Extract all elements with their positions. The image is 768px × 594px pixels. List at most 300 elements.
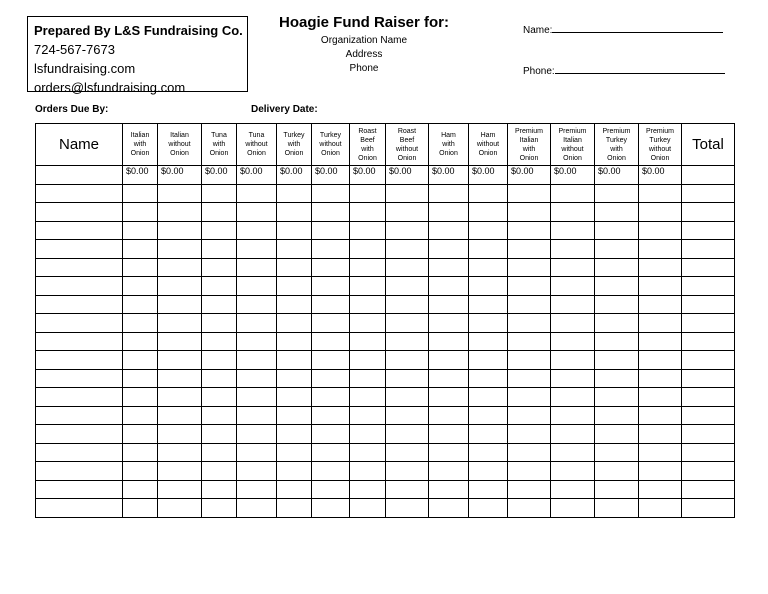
quantity-cell[interactable] xyxy=(123,443,158,462)
quantity-cell[interactable] xyxy=(386,184,429,203)
price-cell[interactable]: $0.00 xyxy=(508,166,551,185)
quantity-cell[interactable] xyxy=(277,369,312,388)
quantity-cell[interactable] xyxy=(312,443,350,462)
quantity-cell[interactable] xyxy=(123,277,158,296)
quantity-cell[interactable] xyxy=(158,462,202,481)
name-cell[interactable] xyxy=(36,406,123,425)
quantity-cell[interactable] xyxy=(158,258,202,277)
total-cell[interactable] xyxy=(682,221,735,240)
quantity-cell[interactable] xyxy=(551,369,595,388)
quantity-cell[interactable] xyxy=(158,277,202,296)
quantity-cell[interactable] xyxy=(595,406,639,425)
quantity-cell[interactable] xyxy=(639,480,682,499)
quantity-cell[interactable] xyxy=(277,462,312,481)
quantity-cell[interactable] xyxy=(595,314,639,333)
quantity-cell[interactable] xyxy=(237,221,277,240)
quantity-cell[interactable] xyxy=(386,499,429,518)
price-cell[interactable]: $0.00 xyxy=(202,166,237,185)
quantity-cell[interactable] xyxy=(123,184,158,203)
quantity-cell[interactable] xyxy=(386,332,429,351)
total-cell[interactable] xyxy=(682,203,735,222)
quantity-cell[interactable] xyxy=(237,369,277,388)
quantity-cell[interactable] xyxy=(469,480,508,499)
quantity-cell[interactable] xyxy=(158,314,202,333)
quantity-cell[interactable] xyxy=(469,277,508,296)
phone-field-line[interactable] xyxy=(555,64,725,74)
quantity-cell[interactable] xyxy=(551,332,595,351)
quantity-cell[interactable] xyxy=(237,258,277,277)
total-cell[interactable] xyxy=(682,462,735,481)
quantity-cell[interactable] xyxy=(429,369,469,388)
quantity-cell[interactable] xyxy=(386,425,429,444)
quantity-cell[interactable] xyxy=(312,184,350,203)
quantity-cell[interactable] xyxy=(202,295,237,314)
quantity-cell[interactable] xyxy=(277,184,312,203)
quantity-cell[interactable] xyxy=(350,351,386,370)
quantity-cell[interactable] xyxy=(639,388,682,407)
quantity-cell[interactable] xyxy=(639,221,682,240)
quantity-cell[interactable] xyxy=(123,295,158,314)
quantity-cell[interactable] xyxy=(158,203,202,222)
quantity-cell[interactable] xyxy=(350,295,386,314)
quantity-cell[interactable] xyxy=(158,184,202,203)
quantity-cell[interactable] xyxy=(429,184,469,203)
quantity-cell[interactable] xyxy=(386,295,429,314)
price-cell[interactable]: $0.00 xyxy=(350,166,386,185)
quantity-cell[interactable] xyxy=(639,277,682,296)
quantity-cell[interactable] xyxy=(277,314,312,333)
quantity-cell[interactable] xyxy=(429,462,469,481)
quantity-cell[interactable] xyxy=(429,406,469,425)
name-cell[interactable] xyxy=(36,332,123,351)
quantity-cell[interactable] xyxy=(469,369,508,388)
quantity-cell[interactable] xyxy=(508,258,551,277)
quantity-cell[interactable] xyxy=(508,203,551,222)
price-cell[interactable]: $0.00 xyxy=(158,166,202,185)
quantity-cell[interactable] xyxy=(429,203,469,222)
quantity-cell[interactable] xyxy=(277,499,312,518)
quantity-cell[interactable] xyxy=(508,240,551,259)
quantity-cell[interactable] xyxy=(508,443,551,462)
quantity-cell[interactable] xyxy=(312,425,350,444)
quantity-cell[interactable] xyxy=(202,277,237,296)
total-cell[interactable] xyxy=(682,499,735,518)
name-cell[interactable] xyxy=(36,369,123,388)
quantity-cell[interactable] xyxy=(386,351,429,370)
quantity-cell[interactable] xyxy=(639,369,682,388)
quantity-cell[interactable] xyxy=(639,258,682,277)
quantity-cell[interactable] xyxy=(312,314,350,333)
name-cell[interactable] xyxy=(36,240,123,259)
quantity-cell[interactable] xyxy=(508,277,551,296)
quantity-cell[interactable] xyxy=(202,221,237,240)
quantity-cell[interactable] xyxy=(123,332,158,351)
quantity-cell[interactable] xyxy=(551,184,595,203)
name-cell[interactable] xyxy=(36,184,123,203)
quantity-cell[interactable] xyxy=(508,425,551,444)
price-cell[interactable]: $0.00 xyxy=(429,166,469,185)
quantity-cell[interactable] xyxy=(386,258,429,277)
quantity-cell[interactable] xyxy=(312,406,350,425)
total-cell[interactable] xyxy=(682,332,735,351)
quantity-cell[interactable] xyxy=(277,221,312,240)
quantity-cell[interactable] xyxy=(639,295,682,314)
quantity-cell[interactable] xyxy=(350,425,386,444)
quantity-cell[interactable] xyxy=(277,258,312,277)
quantity-cell[interactable] xyxy=(312,221,350,240)
quantity-cell[interactable] xyxy=(386,240,429,259)
quantity-cell[interactable] xyxy=(123,221,158,240)
quantity-cell[interactable] xyxy=(237,480,277,499)
price-cell[interactable]: $0.00 xyxy=(312,166,350,185)
name-cell[interactable] xyxy=(36,480,123,499)
total-cell[interactable] xyxy=(682,184,735,203)
quantity-cell[interactable] xyxy=(202,425,237,444)
quantity-cell[interactable] xyxy=(123,351,158,370)
name-cell[interactable] xyxy=(36,277,123,296)
quantity-cell[interactable] xyxy=(123,425,158,444)
quantity-cell[interactable] xyxy=(312,240,350,259)
quantity-cell[interactable] xyxy=(429,277,469,296)
quantity-cell[interactable] xyxy=(386,388,429,407)
quantity-cell[interactable] xyxy=(350,221,386,240)
quantity-cell[interactable] xyxy=(277,332,312,351)
quantity-cell[interactable] xyxy=(202,406,237,425)
quantity-cell[interactable] xyxy=(595,499,639,518)
quantity-cell[interactable] xyxy=(312,332,350,351)
quantity-cell[interactable] xyxy=(277,425,312,444)
quantity-cell[interactable] xyxy=(508,351,551,370)
quantity-cell[interactable] xyxy=(123,258,158,277)
quantity-cell[interactable] xyxy=(429,499,469,518)
quantity-cell[interactable] xyxy=(639,203,682,222)
quantity-cell[interactable] xyxy=(429,351,469,370)
quantity-cell[interactable] xyxy=(277,277,312,296)
quantity-cell[interactable] xyxy=(202,332,237,351)
total-cell[interactable] xyxy=(682,443,735,462)
quantity-cell[interactable] xyxy=(469,295,508,314)
quantity-cell[interactable] xyxy=(158,295,202,314)
quantity-cell[interactable] xyxy=(429,295,469,314)
quantity-cell[interactable] xyxy=(350,480,386,499)
quantity-cell[interactable] xyxy=(158,351,202,370)
quantity-cell[interactable] xyxy=(158,221,202,240)
quantity-cell[interactable] xyxy=(551,240,595,259)
quantity-cell[interactable] xyxy=(429,314,469,333)
phone-field[interactable] xyxy=(523,64,725,77)
quantity-cell[interactable] xyxy=(551,462,595,481)
price-cell[interactable]: $0.00 xyxy=(123,166,158,185)
price-cell[interactable]: $0.00 xyxy=(639,166,682,185)
quantity-cell[interactable] xyxy=(595,203,639,222)
total-cell[interactable] xyxy=(682,258,735,277)
quantity-cell[interactable] xyxy=(202,443,237,462)
quantity-cell[interactable] xyxy=(350,388,386,407)
quantity-cell[interactable] xyxy=(158,388,202,407)
name-cell[interactable] xyxy=(36,388,123,407)
price-cell[interactable]: $0.00 xyxy=(469,166,508,185)
quantity-cell[interactable] xyxy=(508,369,551,388)
quantity-cell[interactable] xyxy=(237,277,277,296)
quantity-cell[interactable] xyxy=(202,203,237,222)
price-cell[interactable]: $0.00 xyxy=(277,166,312,185)
quantity-cell[interactable] xyxy=(551,425,595,444)
quantity-cell[interactable] xyxy=(158,443,202,462)
quantity-cell[interactable] xyxy=(277,351,312,370)
total-cell[interactable] xyxy=(682,351,735,370)
quantity-cell[interactable] xyxy=(277,480,312,499)
quantity-cell[interactable] xyxy=(237,314,277,333)
quantity-cell[interactable] xyxy=(639,462,682,481)
quantity-cell[interactable] xyxy=(158,499,202,518)
quantity-cell[interactable] xyxy=(158,332,202,351)
quantity-cell[interactable] xyxy=(158,240,202,259)
quantity-cell[interactable] xyxy=(469,406,508,425)
total-cell[interactable] xyxy=(682,314,735,333)
quantity-cell[interactable] xyxy=(386,314,429,333)
quantity-cell[interactable] xyxy=(202,499,237,518)
quantity-cell[interactable] xyxy=(469,462,508,481)
quantity-cell[interactable] xyxy=(508,388,551,407)
quantity-cell[interactable] xyxy=(123,462,158,481)
quantity-cell[interactable] xyxy=(429,240,469,259)
quantity-cell[interactable] xyxy=(508,480,551,499)
name-cell[interactable] xyxy=(36,443,123,462)
quantity-cell[interactable] xyxy=(202,258,237,277)
quantity-cell[interactable] xyxy=(312,499,350,518)
quantity-cell[interactable] xyxy=(237,332,277,351)
quantity-cell[interactable] xyxy=(237,184,277,203)
price-cell[interactable]: $0.00 xyxy=(386,166,429,185)
quantity-cell[interactable] xyxy=(551,499,595,518)
quantity-cell[interactable] xyxy=(123,203,158,222)
quantity-cell[interactable] xyxy=(595,184,639,203)
quantity-cell[interactable] xyxy=(469,425,508,444)
name-cell[interactable] xyxy=(36,314,123,333)
name-cell[interactable] xyxy=(36,351,123,370)
quantity-cell[interactable] xyxy=(158,480,202,499)
name-field[interactable] xyxy=(523,23,723,36)
quantity-cell[interactable] xyxy=(350,462,386,481)
quantity-cell[interactable] xyxy=(277,388,312,407)
quantity-cell[interactable] xyxy=(350,240,386,259)
price-cell[interactable]: $0.00 xyxy=(237,166,277,185)
total-cell[interactable] xyxy=(682,388,735,407)
name-cell[interactable] xyxy=(36,425,123,444)
quantity-cell[interactable] xyxy=(595,462,639,481)
quantity-cell[interactable] xyxy=(551,258,595,277)
quantity-cell[interactable] xyxy=(469,258,508,277)
quantity-cell[interactable] xyxy=(595,221,639,240)
quantity-cell[interactable] xyxy=(469,240,508,259)
quantity-cell[interactable] xyxy=(595,351,639,370)
quantity-cell[interactable] xyxy=(123,480,158,499)
quantity-cell[interactable] xyxy=(123,406,158,425)
quantity-cell[interactable] xyxy=(386,406,429,425)
quantity-cell[interactable] xyxy=(551,221,595,240)
quantity-cell[interactable] xyxy=(639,184,682,203)
quantity-cell[interactable] xyxy=(551,351,595,370)
quantity-cell[interactable] xyxy=(508,499,551,518)
quantity-cell[interactable] xyxy=(123,499,158,518)
quantity-cell[interactable] xyxy=(469,499,508,518)
quantity-cell[interactable] xyxy=(350,406,386,425)
quantity-cell[interactable] xyxy=(595,295,639,314)
quantity-cell[interactable] xyxy=(551,443,595,462)
quantity-cell[interactable] xyxy=(639,425,682,444)
name-cell[interactable] xyxy=(36,499,123,518)
quantity-cell[interactable] xyxy=(386,369,429,388)
quantity-cell[interactable] xyxy=(469,351,508,370)
quantity-cell[interactable] xyxy=(350,332,386,351)
quantity-cell[interactable] xyxy=(429,258,469,277)
quantity-cell[interactable] xyxy=(595,277,639,296)
quantity-cell[interactable] xyxy=(551,295,595,314)
quantity-cell[interactable] xyxy=(469,332,508,351)
total-cell[interactable] xyxy=(682,166,735,185)
quantity-cell[interactable] xyxy=(551,314,595,333)
quantity-cell[interactable] xyxy=(312,351,350,370)
quantity-cell[interactable] xyxy=(508,221,551,240)
quantity-cell[interactable] xyxy=(386,443,429,462)
quantity-cell[interactable] xyxy=(237,203,277,222)
quantity-cell[interactable] xyxy=(386,203,429,222)
quantity-cell[interactable] xyxy=(595,388,639,407)
price-cell[interactable]: $0.00 xyxy=(551,166,595,185)
quantity-cell[interactable] xyxy=(277,443,312,462)
name-cell[interactable] xyxy=(36,221,123,240)
quantity-cell[interactable] xyxy=(429,332,469,351)
quantity-cell[interactable] xyxy=(639,240,682,259)
quantity-cell[interactable] xyxy=(202,462,237,481)
quantity-cell[interactable] xyxy=(508,314,551,333)
quantity-cell[interactable] xyxy=(595,369,639,388)
quantity-cell[interactable] xyxy=(508,295,551,314)
quantity-cell[interactable] xyxy=(237,462,277,481)
quantity-cell[interactable] xyxy=(350,499,386,518)
quantity-cell[interactable] xyxy=(202,184,237,203)
quantity-cell[interactable] xyxy=(350,258,386,277)
quantity-cell[interactable] xyxy=(237,499,277,518)
quantity-cell[interactable] xyxy=(202,369,237,388)
quantity-cell[interactable] xyxy=(429,480,469,499)
quantity-cell[interactable] xyxy=(429,425,469,444)
quantity-cell[interactable] xyxy=(469,314,508,333)
quantity-cell[interactable] xyxy=(202,388,237,407)
quantity-cell[interactable] xyxy=(429,221,469,240)
quantity-cell[interactable] xyxy=(277,295,312,314)
quantity-cell[interactable] xyxy=(237,443,277,462)
quantity-cell[interactable] xyxy=(639,499,682,518)
name-cell[interactable] xyxy=(36,295,123,314)
quantity-cell[interactable] xyxy=(237,406,277,425)
quantity-cell[interactable] xyxy=(202,240,237,259)
quantity-cell[interactable] xyxy=(277,203,312,222)
name-cell[interactable] xyxy=(36,166,123,185)
quantity-cell[interactable] xyxy=(386,480,429,499)
quantity-cell[interactable] xyxy=(639,406,682,425)
quantity-cell[interactable] xyxy=(508,462,551,481)
quantity-cell[interactable] xyxy=(551,480,595,499)
quantity-cell[interactable] xyxy=(639,314,682,333)
quantity-cell[interactable] xyxy=(202,351,237,370)
quantity-cell[interactable] xyxy=(595,258,639,277)
quantity-cell[interactable] xyxy=(508,184,551,203)
total-cell[interactable] xyxy=(682,480,735,499)
quantity-cell[interactable] xyxy=(639,443,682,462)
quantity-cell[interactable] xyxy=(350,277,386,296)
quantity-cell[interactable] xyxy=(123,369,158,388)
quantity-cell[interactable] xyxy=(158,406,202,425)
quantity-cell[interactable] xyxy=(429,388,469,407)
quantity-cell[interactable] xyxy=(237,425,277,444)
quantity-cell[interactable] xyxy=(469,203,508,222)
quantity-cell[interactable] xyxy=(312,277,350,296)
quantity-cell[interactable] xyxy=(350,443,386,462)
quantity-cell[interactable] xyxy=(551,277,595,296)
quantity-cell[interactable] xyxy=(595,332,639,351)
quantity-cell[interactable] xyxy=(639,332,682,351)
quantity-cell[interactable] xyxy=(508,406,551,425)
name-field-line[interactable] xyxy=(552,23,723,33)
quantity-cell[interactable] xyxy=(202,314,237,333)
quantity-cell[interactable] xyxy=(237,388,277,407)
total-cell[interactable] xyxy=(682,406,735,425)
quantity-cell[interactable] xyxy=(237,295,277,314)
quantity-cell[interactable] xyxy=(595,443,639,462)
total-cell[interactable] xyxy=(682,277,735,296)
quantity-cell[interactable] xyxy=(158,425,202,444)
quantity-cell[interactable] xyxy=(595,425,639,444)
quantity-cell[interactable] xyxy=(237,240,277,259)
quantity-cell[interactable] xyxy=(350,369,386,388)
name-cell[interactable] xyxy=(36,258,123,277)
quantity-cell[interactable] xyxy=(277,240,312,259)
quantity-cell[interactable] xyxy=(123,388,158,407)
quantity-cell[interactable] xyxy=(551,203,595,222)
total-cell[interactable] xyxy=(682,425,735,444)
total-cell[interactable] xyxy=(682,369,735,388)
quantity-cell[interactable] xyxy=(237,351,277,370)
quantity-cell[interactable] xyxy=(123,314,158,333)
quantity-cell[interactable] xyxy=(429,443,469,462)
quantity-cell[interactable] xyxy=(386,221,429,240)
name-cell[interactable] xyxy=(36,203,123,222)
quantity-cell[interactable] xyxy=(386,277,429,296)
quantity-cell[interactable] xyxy=(312,369,350,388)
quantity-cell[interactable] xyxy=(595,240,639,259)
quantity-cell[interactable] xyxy=(277,406,312,425)
quantity-cell[interactable] xyxy=(469,221,508,240)
quantity-cell[interactable] xyxy=(350,203,386,222)
quantity-cell[interactable] xyxy=(350,314,386,333)
quantity-cell[interactable] xyxy=(469,443,508,462)
name-cell[interactable] xyxy=(36,462,123,481)
quantity-cell[interactable] xyxy=(312,258,350,277)
quantity-cell[interactable] xyxy=(123,240,158,259)
quantity-cell[interactable] xyxy=(158,369,202,388)
quantity-cell[interactable] xyxy=(639,351,682,370)
quantity-cell[interactable] xyxy=(312,203,350,222)
quantity-cell[interactable] xyxy=(312,462,350,481)
quantity-cell[interactable] xyxy=(469,184,508,203)
quantity-cell[interactable] xyxy=(469,388,508,407)
quantity-cell[interactable] xyxy=(551,388,595,407)
quantity-cell[interactable] xyxy=(551,406,595,425)
total-cell[interactable] xyxy=(682,240,735,259)
total-cell[interactable] xyxy=(682,295,735,314)
quantity-cell[interactable] xyxy=(312,295,350,314)
